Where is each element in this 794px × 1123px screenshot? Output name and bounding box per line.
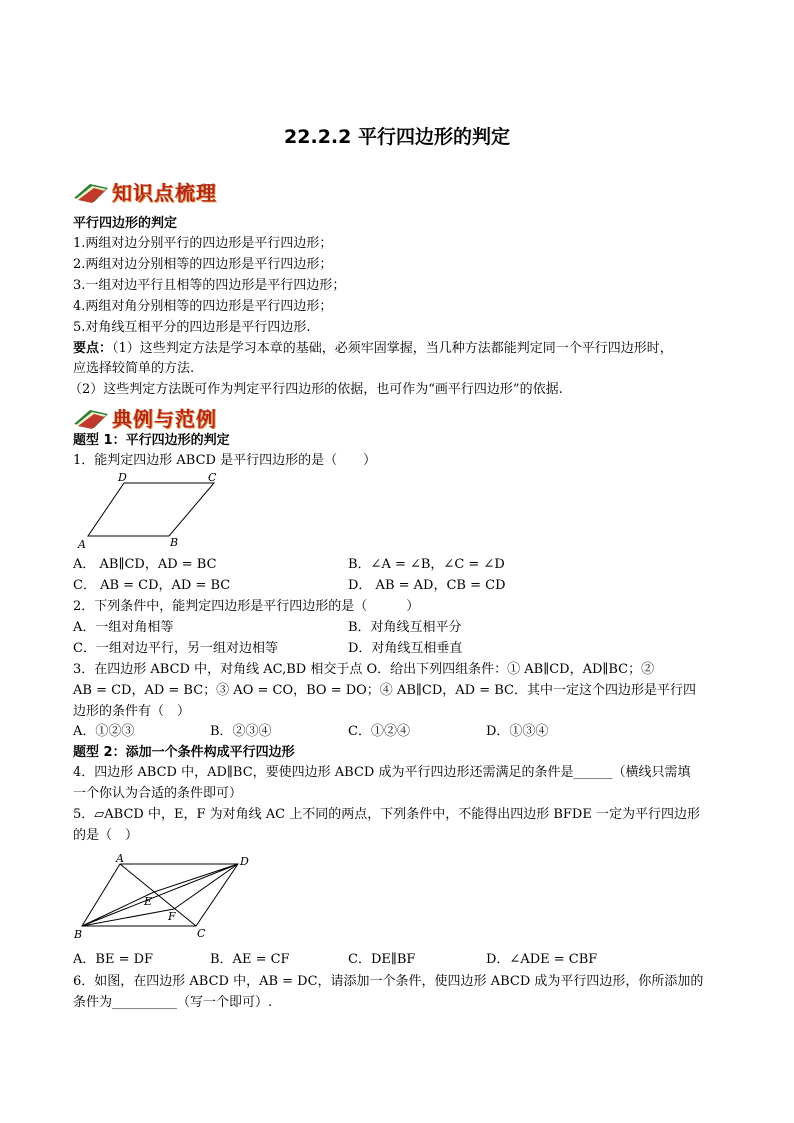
parallelogram-figure-2 bbox=[72, 852, 262, 944]
question-2-stem: 2．下列条件中，能判定四边形是平行四边形的是（ ） bbox=[73, 599, 420, 614]
figure-label-c: C bbox=[208, 471, 217, 484]
figure-label-b: B bbox=[74, 928, 83, 941]
figure-label-b: B bbox=[170, 536, 179, 549]
q1-option-b: B．∠A = ∠B，∠C = ∠D bbox=[348, 557, 505, 572]
key-point-note-cont: 应选择较简单的方法. bbox=[73, 361, 195, 376]
q2-option-b: B．对角线互相平分 bbox=[348, 620, 462, 635]
question-3-stem: 3．在四边形 ABCD 中，对角线 AC,BD 相交于点 O．给出下列四组条件：① AB∥CD，AD∥BC；② bbox=[73, 662, 655, 677]
section-banner-knowledge bbox=[72, 176, 217, 206]
figure-label-a: A bbox=[116, 852, 124, 865]
question-1-stem: 1．能判定四边形 ABCD 是平行四边形的是（ ） bbox=[73, 453, 377, 468]
q5-option-d: D．∠ADE = CBF bbox=[486, 952, 598, 967]
section-heading-knowledge: 知识点梳理 bbox=[112, 180, 217, 205]
q1-option-c: C． AB = CD，AD = BC bbox=[73, 578, 231, 593]
section-heading-examples: 典例与范例 bbox=[112, 406, 217, 431]
question-3-stem-cont: 边形的条件有（ ） bbox=[73, 704, 191, 719]
subsection-heading: 平行四边形的判定 bbox=[73, 216, 178, 231]
figure-label-e: E bbox=[144, 895, 153, 908]
q3-option-d: D．①③④ bbox=[486, 724, 549, 739]
knowledge-point: 2.两组对边分别相等的四边形是平行四边形； bbox=[73, 257, 333, 272]
question-type-heading: 题型 2：添加一个条件构成平行四边形 bbox=[73, 745, 295, 760]
question-5-stem-cont: 的是（ ） bbox=[73, 828, 139, 843]
question-type-heading: 题型 1：平行四边形的判定 bbox=[73, 433, 230, 448]
q2-option-c: C．一组对边平行，另一组对边相等 bbox=[73, 641, 278, 656]
page-title: 22.2.2 平行四边形的判定 bbox=[284, 126, 510, 148]
q5-option-c: C．DE∥BF bbox=[348, 952, 416, 967]
q1-option-d: D． AB = AD，CB = CD bbox=[348, 578, 506, 593]
figure-label-a: A bbox=[78, 538, 86, 551]
q1-option-a: A． AB∥CD，AD = BC bbox=[73, 557, 217, 572]
question-6-stem-cont: 条件为__________（写一个即可）. bbox=[73, 995, 273, 1010]
q3-option-a: A．①②③ bbox=[73, 724, 135, 739]
question-3-stem-cont: AB = CD，AD = BC；③ AO = CO，BO = DO；④ AB∥CD，AD = BC．其中一定这个四边形是平行四 bbox=[73, 683, 696, 698]
key-point-note-2: （2）这些判定方法既可作为判定平行四边形的依据，也可作为“画平行四边形”的依据. bbox=[69, 382, 563, 397]
figure-label-d: D bbox=[118, 471, 127, 484]
book-icon bbox=[72, 404, 112, 430]
parallelogram-figure-1 bbox=[74, 470, 224, 552]
figure-label-c: C bbox=[197, 927, 206, 940]
book-icon bbox=[72, 178, 112, 204]
question-6-stem: 6．如图，在四边形 ABCD 中，AB = DC，请添加一个条件，使四边形 ABCD 成为平行四边形，你所添加的 bbox=[73, 974, 704, 989]
key-point-note bbox=[73, 340, 673, 358]
figure-label-d: D bbox=[240, 855, 249, 868]
knowledge-point: 3.一组对边平行且相等的四边形是平行四边形； bbox=[73, 278, 346, 293]
knowledge-point: 1.两组对边分别平行的四边形是平行四边形； bbox=[73, 236, 333, 251]
key-point-label: 要点： bbox=[73, 341, 113, 356]
knowledge-point: 4.两组对角分别相等的四边形是平行四边形； bbox=[73, 299, 333, 314]
knowledge-point: 5.对角线互相平分的四边形是平行四边形. bbox=[73, 320, 311, 335]
q3-option-c: C．①②④ bbox=[348, 724, 410, 739]
q3-option-b: B．②③④ bbox=[210, 724, 272, 739]
q5-option-b: B．AE = CF bbox=[210, 952, 290, 967]
q5-option-a: A．BE = DF bbox=[73, 952, 154, 967]
key-point-text: （1）这些判定方法是学习本章的基础，必须牢固掌握，当几种方法都能判定同一个平行四边形时， bbox=[112, 341, 673, 356]
question-4-stem-cont: 一个你认为合适的条件即可） bbox=[73, 786, 243, 801]
question-4-stem: 4．四边形 ABCD 中，AD∥BC，要使四边形 ABCD 成为平行四边形还需满足的条件是______（横线只需填 bbox=[73, 765, 691, 780]
q2-option-a: A．一组对角相等 bbox=[73, 620, 174, 635]
question-5-stem: 5．▱ABCD 中，E，F 为对角线 AC 上不同的两点，下列条件中，不能得出四边形 BFDE 一定为平行四边形 bbox=[73, 807, 700, 822]
q2-option-d: D．对角线互相垂直 bbox=[348, 641, 463, 656]
section-banner-examples bbox=[72, 402, 217, 432]
figure-label-f: F bbox=[168, 910, 176, 923]
